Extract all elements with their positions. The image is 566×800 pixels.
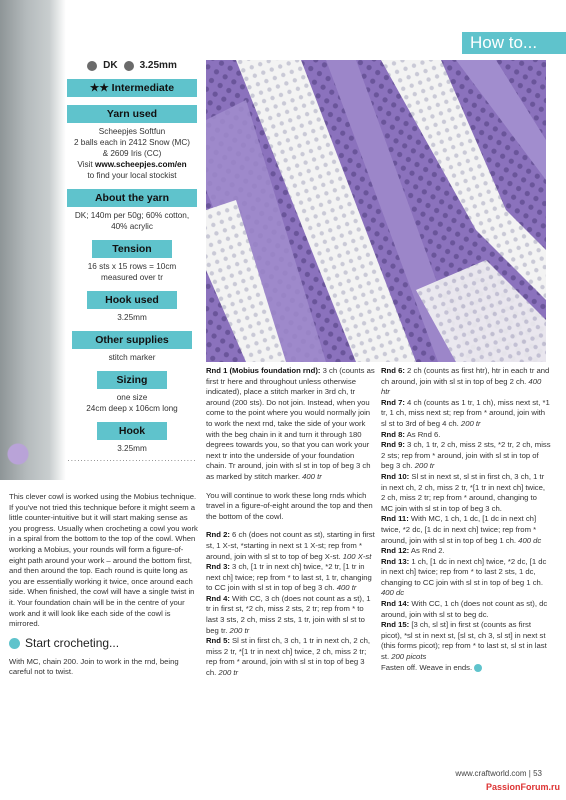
hook-value: 3.25mm [117, 444, 147, 453]
rnd-1: Rnd 1 (Mobius foundation rnd): 3 ch (counts as first tr here and throughout unless otherwise indicated), place a stitch marker in 3rd ch, tr around (200 sts). Do not join. Instead, when you come to the point where you would normally join to work the next rnd, take the side of your work with the beg chain in it and turn it through 180 degrees towards you, so that you can work your next tr into the underside of your foundation chain. Tr around, join with sl st in top of beg 3 ch as marked by stitch marker. 400 tr [206, 366, 375, 481]
cowl-illustration [206, 60, 546, 362]
hook-used-heading: Hook used [87, 291, 177, 309]
yarn-weight: DK [103, 60, 118, 71]
divider-dots: ........................................ [67, 454, 197, 463]
mobius-note: You will continue to work these long rnds which travel in a figure-of-eight around the top and then the bottom of the cowl. [206, 490, 373, 521]
footer-site[interactable]: www.craftworld.com [455, 769, 527, 778]
info-sidebar [60, 60, 204, 463]
about-yarn-details: DK; 140m per 50g; 60% cotton, 40% acrylic [74, 211, 190, 231]
start-heading: Start crocheting... [9, 638, 199, 649]
rnd-7: Rnd 7: 4 ch (counts as 1 tr, 1 ch), miss next st, *1 tr, 1 ch, miss next st; rep from * around, join with sl st to 3rd of beg 4 ch. 200 tr [381, 397, 550, 428]
weight-hook-line [60, 60, 204, 71]
rnd-4: Rnd 4: With CC, 3 ch (does not count as a st), 1 tr in first st, *2 ch, miss 2 sts, 2 tr; rep from * to last 3 sts, 2 ch, miss 2 sts, 1 tr, join with sl st to beg tr. 200 tr [206, 593, 371, 635]
pattern-column-1 [206, 366, 376, 679]
sizing-heading: Sizing [97, 371, 167, 389]
rnd-2: Rnd 2: 6 ch (does not count as st), starting in first st, 1 X-st, *starting in next st 1 X-st; rep from * around, join with sl st to top of beg X-st. 100 X-st [206, 530, 375, 561]
section-tab: How to... [462, 32, 566, 54]
rnd-13: Rnd 13: 1 ch, [1 dc in next ch] twice, *2 dc, [1 dc in next ch] twice; rep from * to last 2 sts, 1 dc, changing to CC join with sl st in top of beg 1 ch. 400 dc [381, 556, 547, 598]
rnd-3: Rnd 3: 3 ch, [1 tr in next ch] twice, *2 tr, [1 tr in next ch] twice; rep from * to last st, 1 tr, changing to CC join with sl st in top of beg 3 ch. 400 tr [206, 562, 372, 593]
watermark: PassionForum.ru [485, 782, 560, 792]
yarn-used-heading: Yarn used [67, 105, 197, 123]
rnd-6: Rnd 6: 2 ch (counts as first htr), htr in each tr and ch around, join with sl st in top of beg 2 ch. 400 htr [381, 366, 550, 397]
rnd-12: Rnd 12: As Rnd 2. [381, 546, 445, 556]
hook-icon [124, 61, 134, 71]
level-badge: ★★ Intermediate [67, 79, 197, 97]
sofa-background [0, 0, 66, 480]
intro-text: This clever cowl is worked using the Mobius technique. If you've not tried this technique before it might seem a little counter-intuitive but it will start making sense as you progress. Usually when crocheting a cowl you work in a spiral from the bottom to the top of the cowl. When working a Mobius, your rounds will form a figure-of-eight path around your work – around the bottom first, and then around the top. Each round is quite long as you are essentially working it twice, once around each side. When finished, the cowl will have a single twist in it. Your foundation chain will be in the centre of your work and it will look like each side of the cowl is mirrored. [9, 492, 198, 629]
pattern-column-2 [381, 366, 551, 673]
start-bullet-icon [9, 638, 20, 649]
hook-size: 3.25mm [139, 60, 177, 71]
about-yarn-heading: About the yarn [67, 189, 197, 207]
finish-line: Fasten off. Weave in ends. [381, 663, 551, 674]
flower-decoration [0, 430, 60, 490]
scheepjes-link[interactable]: www.scheepjes.com/en [94, 160, 187, 169]
cowl-photo [206, 60, 546, 362]
rnd-9: Rnd 9: 3 ch, 1 tr, 2 ch, miss 2 sts, *2 tr, 2 ch, miss 2 sts; rep from * around, join with sl st in top of beg 3 ch. 200 tr [381, 440, 551, 471]
end-mark-icon [474, 664, 482, 672]
other-supplies-heading: Other supplies [72, 331, 192, 349]
sizing-details: one size 24cm deep x 106cm long [86, 393, 178, 413]
rnd-5: Rnd 5: Sl st in first ch, 3 ch, 1 tr in next ch, 2 ch, miss 2 tr, *[1 tr in next ch] twice, 2 ch, miss 2 tr; rep from * around, join with sl st in top of beg 3 ch. 200 tr [206, 636, 371, 678]
rnd-8: Rnd 8: As Rnd 6. [381, 429, 441, 439]
other-supplies-value: stitch marker [108, 353, 156, 362]
yarn-used-details: Scheepjes Softfun 2 balls each in 2412 Snow (MC) & 2609 Iris (CC) Visit www.scheepjes.com/en to find your local stockist [73, 127, 191, 180]
tension-heading: Tension [92, 240, 172, 258]
hook-used-value: 3.25mm [117, 313, 147, 322]
page-footer: www.craftworld.com | 53 [455, 769, 542, 778]
start-text: With MC, chain 200. Join to work in the rnd, being careful not to twist. [9, 656, 179, 677]
tension-details: 16 sts x 15 rows = 10cm measured over tr [87, 262, 177, 282]
rnd-14: Rnd 14: With CC, 1 ch (does not count as st), dc around, join with sl st to beg dc. [381, 599, 548, 619]
rnd-11: Rnd 11: With MC, 1 ch, 1 dc, [1 dc in next ch] twice, *2 dc, [1 dc in next ch] twice; rep from * around, join with sl st in top of beg 1 ch. 400 dc [381, 514, 542, 545]
page-number: 53 [533, 769, 542, 778]
hook-heading: Hook [97, 422, 167, 440]
intro-column [9, 492, 199, 686]
rnd-10: Rnd 10: Sl st in next st, sl st in first ch, 3 ch, 1 tr in next ch, 2 ch, miss 2 tr, *[1 tr in next ch] twice, 2 ch, miss 2 tr; rep from * around, changing to MC join with sl st in top of beg 3 ch. [381, 471, 546, 513]
yarn-ball-icon [87, 61, 97, 71]
rnd-15: Rnd 15: [3 ch, sl st] in first st (counts as first picot), *sl st in next st, [sl st, ch 3, sl st] in next st (this forms picot); rep from * to last st, sl st in last st. 200 picots [381, 620, 547, 662]
